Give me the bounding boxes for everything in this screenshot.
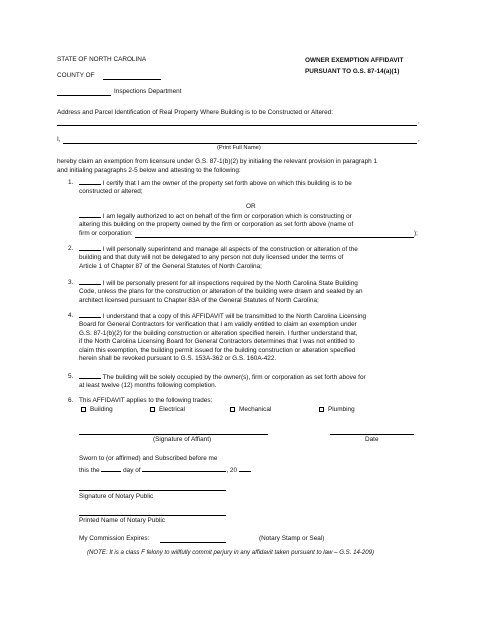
date-field[interactable] [330, 434, 414, 435]
notary-stamp-label: (Notary Stamp or Seal) [259, 535, 325, 542]
item-5 [68, 373, 423, 391]
county-label: COUNTY OF [57, 72, 95, 79]
address-field[interactable] [57, 125, 417, 126]
sworn-date-line [79, 466, 251, 475]
item-2-initials[interactable] [79, 245, 101, 251]
item-5-initials[interactable] [79, 373, 101, 379]
sworn-month-field[interactable] [142, 466, 226, 472]
sworn-line: Sworn to (or affirmed) and Subscribed before me [79, 455, 218, 462]
item-4-line-4: if the North Carolina Licensing Board for General Contractors determines that I was not entitled to [79, 338, 355, 346]
intro-line-1: hereby claim an exemption from licensure under G.S. 87-1(b)(2) by initialing the relevant provision in paragraph 1 [57, 158, 378, 165]
notary-printed-name-field[interactable] [79, 515, 226, 516]
item-1-alternative [79, 212, 423, 238]
plumbing-checkbox[interactable] [319, 407, 324, 412]
name-comma: , [418, 136, 420, 143]
address-comma: , [418, 118, 420, 125]
item-1-line-1: I certify that I am the owner of the property set forth above on which this building is to be [102, 180, 352, 187]
item-1-initials[interactable] [79, 179, 101, 185]
item-1-alt-line-2: altering this building on the property owned by the firm or corporation as set forth above (name of [79, 221, 354, 229]
item-3 [68, 279, 423, 305]
firm-name-field[interactable] [135, 237, 414, 238]
item-4-line-6: herein shall be revoked pursuant to G.S. 153A-362 or G.S. 160A-422. [79, 355, 277, 363]
item-3-line-2: Code, unless the plans for the construction or alteration of the building were drawn and sealed by an [79, 288, 363, 296]
item-2 [68, 245, 423, 271]
building-checkbox[interactable] [81, 407, 86, 412]
commission-label: My Commission Expires: [79, 535, 150, 542]
or-divider: OR [246, 203, 256, 210]
trade-plumbing-label: Plumbing [328, 406, 355, 413]
full-name-field[interactable] [63, 143, 417, 144]
trade-plumbing[interactable] [319, 406, 355, 414]
item-1-line-2: constructed or altered; [79, 188, 143, 196]
item-2-line-1: I will personally superintend and manage all aspects of the construction or alteration of the [102, 246, 358, 253]
department-label: Inspections Department [114, 88, 182, 95]
item-4-line-3: G.S. 87-1(b)(2) for the building construction or alteration specified herein. I further understand that, [79, 329, 358, 337]
trade-electrical[interactable] [150, 406, 185, 414]
item-6-number: 6. [68, 397, 74, 404]
item-2-line-3: Article 1 of Chapter 87 of the General Statutes of North Carolina; [79, 262, 262, 270]
item-6-line-1: This AFFIDAVIT applies to the following trades: [79, 397, 213, 404]
item-6 [68, 397, 423, 405]
name-prefix: I, [57, 136, 61, 143]
item-4-line-5: claim this exemption, the building permit issued for the building construction or alteration specified [79, 346, 356, 354]
notary-printed-name-label: Printed Name of Notary Public [79, 517, 165, 524]
mechanical-checkbox[interactable] [230, 407, 235, 412]
item-2-line-2: building and that duty will not be delegated to any person not duly licensed under the terms of [79, 254, 344, 262]
this-the-label: this the [79, 467, 100, 474]
electrical-checkbox[interactable] [150, 407, 155, 412]
item-1-alt-initials[interactable] [79, 212, 101, 218]
affiant-signature-field[interactable] [79, 434, 268, 435]
address-label: Address and Parcel Identification of Real Property Where Building is to be Constructed or Altered: [57, 109, 334, 116]
perjury-note: (NOTE: It is a class F felony to willfully commit perjury in any affidavit taken pursuant to law – G.S. 14-209) [87, 549, 375, 556]
trade-electrical-label: Electrical [159, 406, 185, 413]
form-statute: PURSUANT TO G.S. 87-14(a)(1) [305, 68, 400, 75]
item-2-number: 2. [68, 245, 74, 252]
sworn-year-field[interactable] [239, 466, 251, 472]
item-1 [68, 179, 423, 197]
item-3-line-3: architect licensed pursuant to Chapter 83A of the General Statutes of North Carolina; [79, 296, 319, 304]
item-5-line-1: The building will be solely occupied by the owner(s), firm or corporation as set forth above for [102, 374, 366, 381]
date-caption: Date [365, 436, 379, 443]
item-5-line-2: at least twelve (12) months following completion. [79, 382, 217, 390]
form-title: OWNER EXEMPTION AFFIDAVIT [305, 57, 404, 64]
item-3-line-1: I will be personally present for all inspections required by the North Carolina State Building [102, 280, 358, 287]
intro-line-2: and initialing paragraphs 2-5 below and attesting to the following: [57, 167, 241, 174]
trade-mechanical[interactable] [230, 406, 271, 414]
affiant-signature-caption: (Signature of Affiant) [153, 436, 212, 443]
day-of-label: day of [123, 467, 141, 474]
trade-building-label: Building [90, 406, 113, 413]
item-4 [68, 312, 423, 364]
year-prefix: , 20 [226, 467, 238, 474]
item-4-initials[interactable] [79, 312, 101, 318]
notary-signature-label: Signature of Notary Public [79, 493, 154, 500]
item-3-initials[interactable] [79, 279, 101, 285]
trade-mechanical-label: Mechanical [239, 406, 272, 413]
county-field[interactable] [103, 79, 161, 80]
full-name-caption: (Print Full Name) [217, 145, 261, 151]
item-4-line-2: Board for General Contractors for verification that I am validly entitled to claim an exemption under [79, 321, 357, 329]
item-1-alt-line-3: firm or corporation: [79, 229, 133, 237]
item-3-number: 3. [68, 279, 74, 286]
item-1-alt-line-1: I am legally authorized to act on behalf of the firm or corporation which is constructing or [102, 213, 352, 220]
notary-signature-field[interactable] [79, 490, 226, 491]
sworn-day-field[interactable] [101, 466, 121, 472]
state-label: STATE OF NORTH CAROLINA [57, 56, 147, 63]
item-4-number: 4. [68, 312, 74, 319]
item-1-number: 1. [68, 179, 74, 186]
commission-expires-field[interactable] [160, 542, 226, 543]
department-name-field[interactable] [57, 95, 111, 96]
item-4-line-1: I understand that a copy of this AFFIDAVIT will be transmitted to the North Carolina Licensing [102, 313, 367, 320]
trade-building[interactable] [81, 406, 113, 414]
firm-name-close: ); [414, 230, 418, 237]
item-5-number: 5. [68, 373, 74, 380]
